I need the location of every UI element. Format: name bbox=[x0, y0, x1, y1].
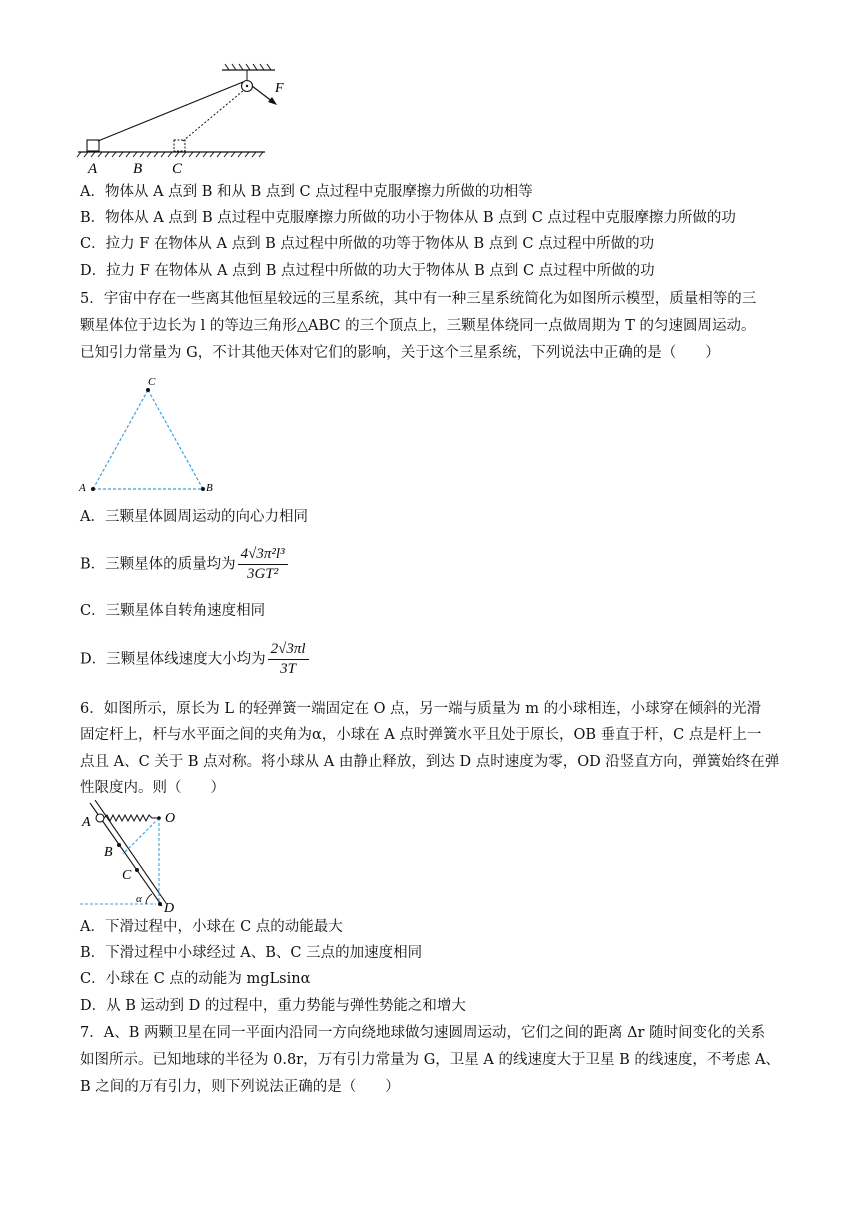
q7-stem-line2: 如图所示。已知地球的半径为 0.8r，万有引力常量为 G，卫星 A 的线速度大于卫星 B 的线速度，不考虑 A、 bbox=[80, 1052, 780, 1068]
q6-stem-line3: 点且 A、C 关于 B 点对称。将小球从 A 由静止释放，到达 D 点时速度为零，OD 沿竖直方向，弹簧始终在弹 bbox=[80, 754, 780, 770]
velocity-fraction bbox=[268, 640, 309, 679]
mass-fraction bbox=[238, 545, 288, 584]
q4-option-c: C．拉力 F 在物体从 A 点到 B 点过程中所做的功等于物体从 B 点到 C 点过程中所做的功 bbox=[80, 236, 655, 252]
point-a-label: A bbox=[88, 161, 98, 177]
q6-option-b: B．下滑过程中小球经过 A、B、C 三点的加速度相同 bbox=[80, 945, 423, 961]
q7-stem-line3: B 之间的万有引力，则下列说法正确的是（ ） bbox=[80, 1079, 400, 1095]
q6-stem-line4: 性限度内。则（ ） bbox=[80, 780, 225, 796]
force-label: F bbox=[275, 81, 284, 96]
spring-rod-figure bbox=[76, 800, 196, 915]
q5-stem-line3: 已知引力常量为 G，不计其他天体对它们的影响，关于这个三星系统，下列说法中正确的是（ ） bbox=[80, 345, 720, 361]
point-c-label: C bbox=[172, 161, 183, 177]
spring-point-c-label: C bbox=[122, 868, 132, 883]
spring-point-o-label: O bbox=[165, 811, 176, 826]
q7-stem-line1: 7．A、B 两颗卫星在同一平面内沿同一方向绕地球做匀速圆周运动，它们之间的距离 Δr 随时间变化的关系 bbox=[80, 1025, 766, 1041]
q5-option-b bbox=[80, 545, 288, 584]
point-b-label: B bbox=[133, 161, 143, 177]
q5-option-d-text: D．三颗星体线速度大小均为 bbox=[80, 651, 266, 668]
q6-option-c: C．小球在 C 点的动能为 mgLsinα bbox=[80, 971, 311, 987]
q6-stem-line1: 6．如图所示，原长为 L 的轻弹簧一端固定在 O 点，另一端与质量为 m 的小球相连，小球穿在倾斜的光滑 bbox=[80, 701, 762, 717]
q5-option-a: A．三颗星体圆周运动的向心力相同 bbox=[80, 509, 308, 525]
star-b-label: B bbox=[206, 482, 213, 494]
spring-point-d-label: D bbox=[164, 901, 175, 915]
q5-stem-line2: 颗星体位于边长为 l 的等边三角形△ABC 的三个顶点上，三颗星体绕同一点做周期为 T 的匀速圆周运动。 bbox=[80, 318, 756, 334]
star-a-label: A bbox=[79, 482, 86, 494]
q6-option-d: D．从 B 运动到 D 的过程中，重力势能与弹性势能之和增大 bbox=[80, 998, 466, 1014]
q4-option-b: B．物体从 A 点到 B 点过程中克服摩擦力所做的功小于物体从 B 点到 C 点过程中克服摩擦力所做的功 bbox=[80, 210, 736, 226]
q5-option-b-text: B．三颗星体的质量均为 bbox=[80, 556, 236, 573]
velocity-fraction-denominator: 3T bbox=[280, 661, 296, 677]
pulley-figure bbox=[75, 62, 295, 177]
mass-fraction-numerator: 4√3π²l³ bbox=[238, 545, 288, 565]
q4-option-a: A．物体从 A 点到 B 和从 B 点到 C 点过程中克服摩擦力所做的功相等 bbox=[80, 184, 533, 200]
q4-option-d: D．拉力 F 在物体从 A 点到 B 点过程中所做的功大于物体从 B 点到 C 点过程中所做的功 bbox=[80, 263, 655, 279]
spring-point-a-label: A bbox=[82, 815, 91, 830]
three-star-triangle-figure bbox=[75, 360, 225, 495]
q6-stem-line2: 固定杆上，杆与水平面之间的夹角为α，小球在 A 点时弹簧水平且处于原长，OB 垂直于杆，C 点是杆上一 bbox=[80, 727, 762, 743]
q5-option-c: C．三颗星体自转角速度相同 bbox=[80, 603, 266, 619]
velocity-fraction-numerator: 2√3πl bbox=[268, 640, 309, 660]
q6-option-a: A．下滑过程中，小球在 C 点的动能最大 bbox=[80, 919, 343, 935]
star-c-label: C bbox=[148, 376, 156, 388]
q5-option-d bbox=[80, 640, 309, 679]
q5-stem-line1: 5．宇宙中存在一些离其他恒星较远的三星系统，其中有一种三星系统简化为如图所示模型，质量相等的三 bbox=[80, 291, 757, 307]
angle-alpha-label: α bbox=[136, 893, 142, 905]
mass-fraction-denominator: 3GT² bbox=[247, 566, 279, 582]
spring-point-b-label: B bbox=[104, 845, 113, 860]
